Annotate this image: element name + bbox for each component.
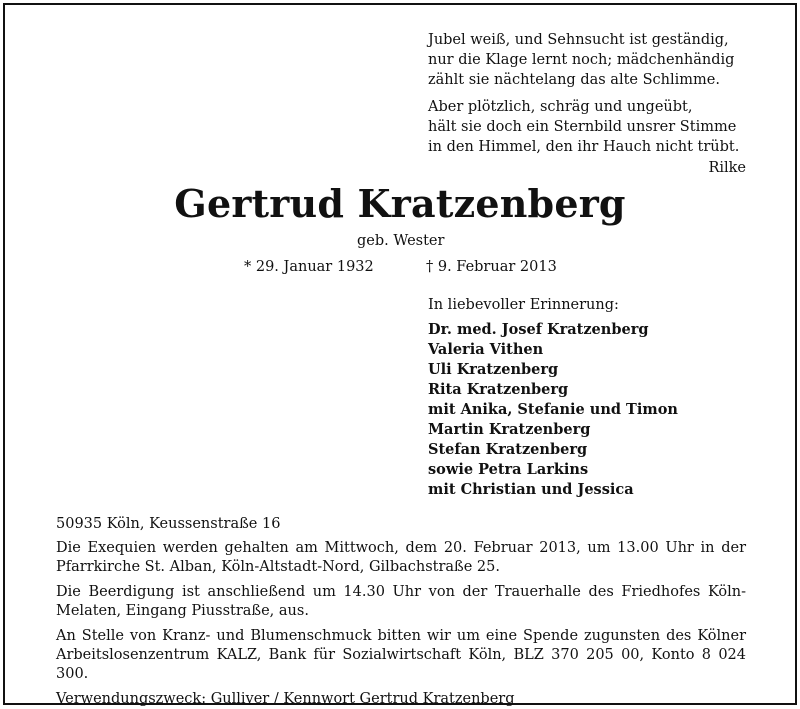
burial-text: Die Beerdigung ist anschließend um 14.30 Uhr von der Trauerhalle des Friedhofes Köln-Melaten, Eingang Piusstraße, aus. (56, 584, 746, 619)
birth-date: * 29. Januar 1932 (244, 259, 374, 275)
mourner-name: Valeria Vithen (428, 341, 544, 358)
mourner-name: Rita Kratzenberg (428, 381, 569, 398)
donation-text: An Stelle von Kranz- und Blumenschmuck bitten wir um eine Spende zugunsten des Kölner Arbeitslosenzentrum KALZ, Bank für Sozialwirtschaft Köln, BLZ 370 205 00, Konto 8 024 300. (56, 628, 746, 682)
mourner-name: Uli Kratzenberg (428, 361, 559, 378)
death-date: † 9. Februar 2013 (426, 259, 557, 275)
mourner-name: Martin Kratzenberg (428, 421, 591, 438)
poem-line: hält sie doch ein Sternbild unsrer Stimme (428, 119, 737, 135)
mourner-name: Dr. med. Josef Kratzenberg (428, 321, 649, 338)
poem-line: zählt sie nächtelang das alte Schlimme. (428, 72, 720, 88)
maiden-name: geb. Wester (357, 233, 445, 249)
family-address: 50935 Köln, Keussenstraße 16 (56, 516, 281, 532)
mourners-intro: In liebevoller Erinnerung: (428, 297, 619, 313)
poem-line: nur die Klage lernt noch; mädchenhändig (428, 52, 735, 68)
mourners-list (428, 295, 678, 500)
deceased-name: Gertrud Kratzenberg (174, 181, 626, 226)
poem-quote (428, 30, 748, 178)
mourner-name: mit Christian und Jessica (428, 481, 634, 498)
exequies-text: Die Exequien werden gehalten am Mittwoch, dem 20. Februar 2013, um 13.00 Uhr in der Pfarrkirche St. Alban, Köln-Altstadt-Nord, Gilbachstraße 25. (56, 540, 746, 575)
mourner-name: mit Anika, Stefanie und Timon (428, 401, 678, 418)
poem-line: in den Himmel, den ihr Hauch nicht trübt. (428, 139, 740, 155)
poem-line: Aber plötzlich, schräg und ungeübt, (428, 99, 693, 115)
stanza-gap (428, 90, 748, 97)
funeral-details (56, 515, 746, 709)
poem-author: Rilke (708, 160, 746, 176)
poem-line: Jubel weiß, und Sehnsucht ist geständig, (428, 32, 729, 48)
donation-purpose: Verwendungszweck: Gulliver / Kennwort Gertrud Kratzenberg (56, 691, 515, 707)
mourner-name: Stefan Kratzenberg (428, 441, 588, 458)
mourner-name: sowie Petra Larkins (428, 461, 589, 478)
